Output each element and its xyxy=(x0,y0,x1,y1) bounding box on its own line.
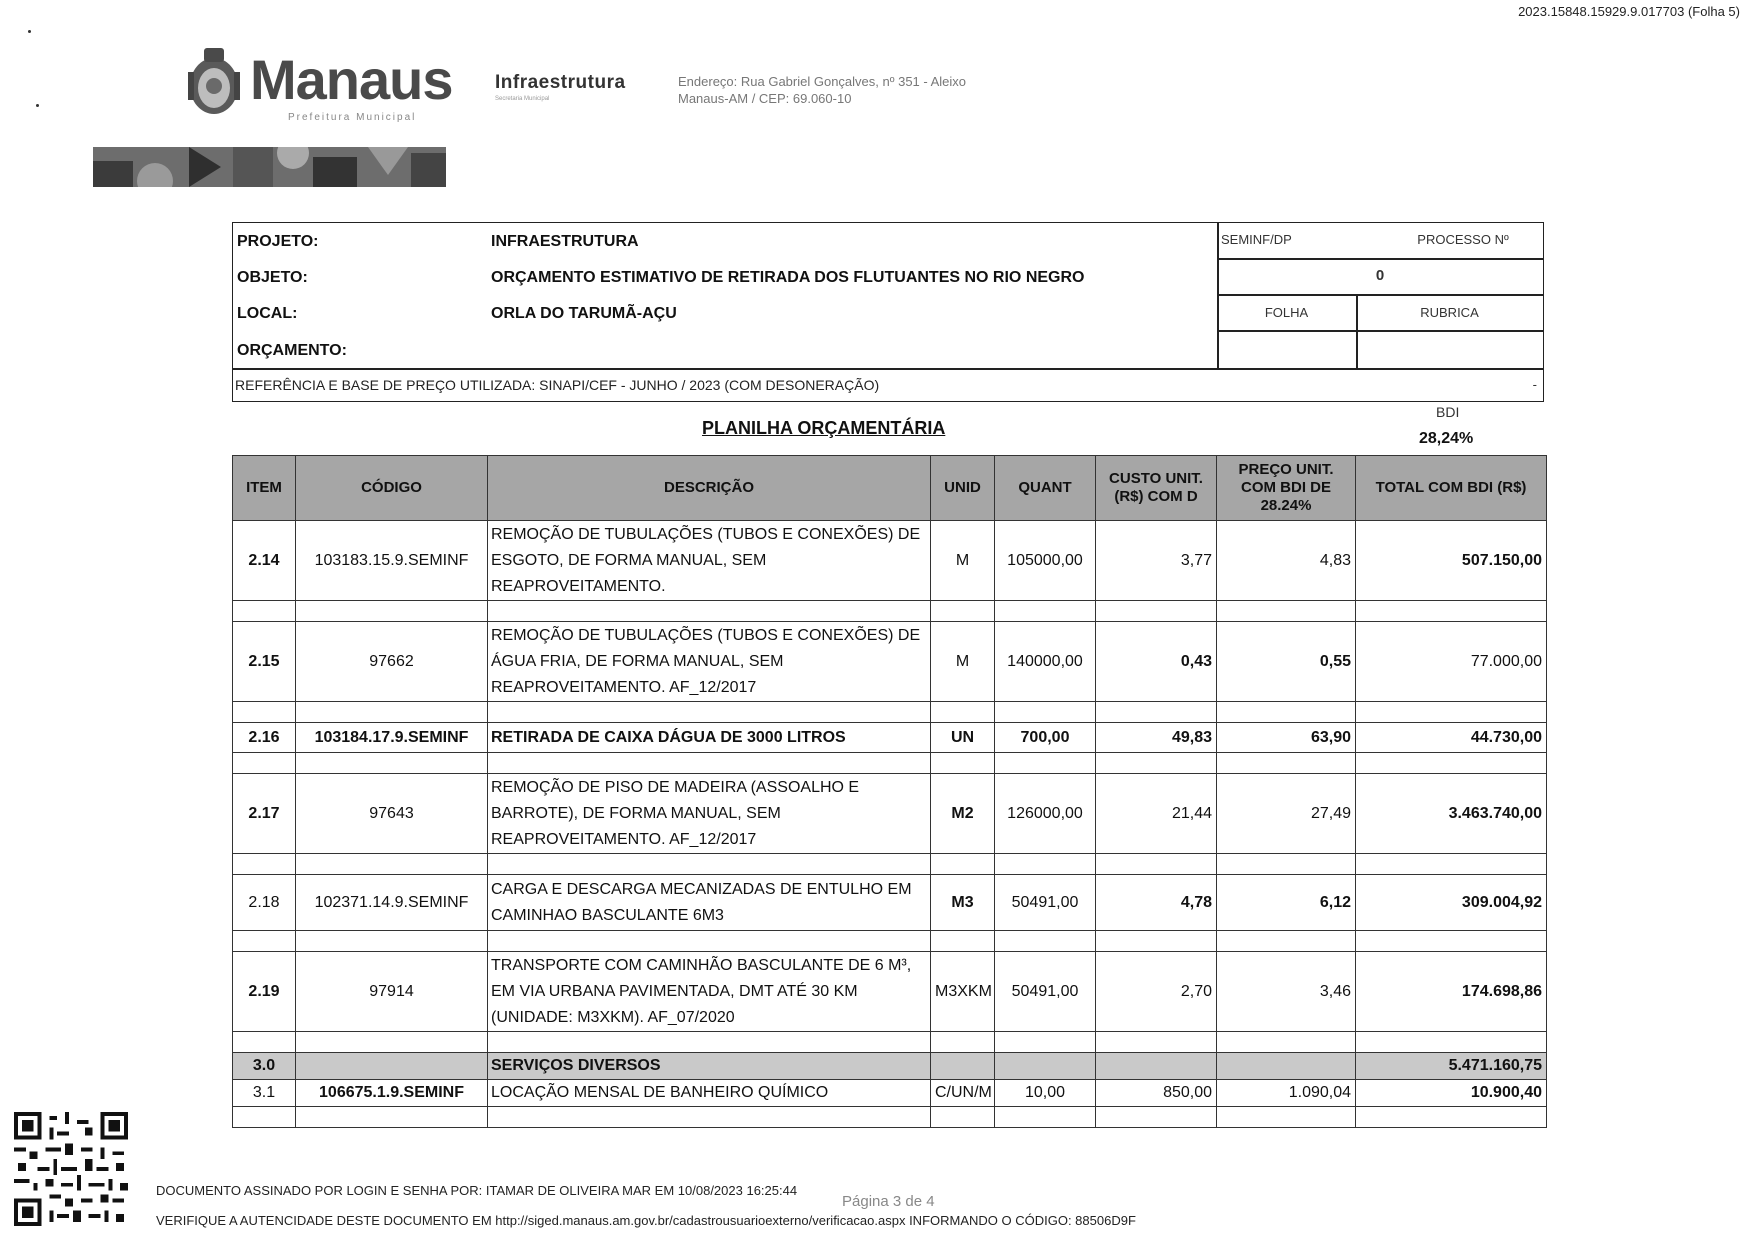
divider xyxy=(1217,258,1543,260)
table-row xyxy=(233,1080,1547,1107)
cell-preco xyxy=(1217,1053,1356,1080)
cell-unid: C/UN/M xyxy=(931,1080,995,1107)
cell-descricao: REMOÇÃO DE PISO DE MADEIRA (ASSOALHO E BARROTE), DE FORMA MANUAL, SEM REAPROVEITAMENTO. AF_12/2017 xyxy=(488,774,931,854)
col-header-descricao: DESCRIÇÃO xyxy=(488,456,931,521)
cell-quant: 10,00 xyxy=(995,1080,1096,1107)
spacer-row xyxy=(233,753,1547,774)
cell-unid: M2 xyxy=(931,774,995,854)
scan-dot xyxy=(36,104,39,107)
col-header-codigo: CÓDIGO xyxy=(296,456,488,521)
cell-custo: 0,43 xyxy=(1096,622,1217,702)
cell-codigo xyxy=(296,1053,488,1080)
cell-item: 2.15 xyxy=(233,622,296,702)
cell-codigo: 102371.14.9.SEMINF xyxy=(296,875,488,931)
project-header-box xyxy=(232,222,1544,402)
cell-descricao: CARGA E DESCARGA MECANIZADAS DE ENTULHO EM CAMINHAO BASCULANTE 6M3 xyxy=(488,875,931,931)
cell-quant xyxy=(995,1053,1096,1080)
divider xyxy=(1217,294,1543,296)
table-row xyxy=(233,521,1547,601)
cell-quant: 140000,00 xyxy=(995,622,1096,702)
logo-subtitle: Prefeitura Municipal xyxy=(288,112,417,123)
document-stamp: 2023.15848.15929.9.017703 (Folha 5) xyxy=(1518,4,1740,19)
scan-dot xyxy=(28,30,31,33)
divider xyxy=(233,368,1543,370)
cell-quant: 50491,00 xyxy=(995,875,1096,931)
orcamento-label: ORÇAMENTO: xyxy=(237,342,347,359)
cell-quant: 50491,00 xyxy=(995,952,1096,1032)
cell-item: 3.0 xyxy=(233,1053,296,1080)
objeto-label: OBJETO: xyxy=(237,269,308,286)
signature-note: DOCUMENTO ASSINADO POR LOGIN E SENHA POR: ITAMAR DE OLIVEIRA MAR EM 10/08/2023 16:25:44 xyxy=(156,1183,798,1198)
spacer-row xyxy=(233,931,1547,952)
col-header-total: TOTAL COM BDI (R$) xyxy=(1356,456,1547,521)
cell-custo: 4,78 xyxy=(1096,875,1217,931)
cell-total: 77.000,00 xyxy=(1356,622,1547,702)
cell-custo: 49,83 xyxy=(1096,723,1217,753)
qr-code-icon xyxy=(14,1112,128,1226)
cell-total: 5.471.160,75 xyxy=(1356,1053,1547,1080)
cell-codigo: 97914 xyxy=(296,952,488,1032)
col-header-preco: PREÇO UNIT. COM BDI DE 28.24% xyxy=(1217,456,1356,521)
cell-preco: 6,12 xyxy=(1217,875,1356,931)
cell-item: 3.1 xyxy=(233,1080,296,1107)
cell-custo: 850,00 xyxy=(1096,1080,1217,1107)
department-subtitle: Secretaria Municipal xyxy=(495,96,550,102)
cell-item: 2.14 xyxy=(233,521,296,601)
cell-descricao: REMOÇÃO DE TUBULAÇÕES (TUBOS E CONEXÕES) DE ÁGUA FRIA, DE FORMA MANUAL, SEM REAPROVEITAMENTO. AF_12/2017 xyxy=(488,622,931,702)
folha-label: FOLHA xyxy=(1264,305,1309,320)
table-row xyxy=(233,952,1547,1032)
cell-unid: M xyxy=(931,521,995,601)
manaus-crest-icon xyxy=(180,42,248,120)
cell-quant: 126000,00 xyxy=(995,774,1096,854)
cell-item: 2.18 xyxy=(233,875,296,931)
seminf-label: SEMINF/DP xyxy=(1221,232,1292,247)
cell-custo: 21,44 xyxy=(1096,774,1217,854)
cell-quant: 700,00 xyxy=(995,723,1096,753)
spacer-row xyxy=(233,854,1547,875)
table-row xyxy=(233,723,1547,753)
cell-unid: M xyxy=(931,622,995,702)
bdi-value: 28,24% xyxy=(1419,430,1474,447)
cell-quant: 105000,00 xyxy=(995,521,1096,601)
local-label: LOCAL: xyxy=(237,305,298,322)
cell-custo xyxy=(1096,1053,1217,1080)
cell-codigo: 97662 xyxy=(296,622,488,702)
cell-custo: 2,70 xyxy=(1096,952,1217,1032)
projeto-label: PROJETO: xyxy=(237,233,319,250)
budget-table xyxy=(232,455,1547,1128)
bdi-label: BDI xyxy=(1436,404,1460,420)
department-name: Infraestrutura xyxy=(495,72,626,93)
local-value: ORLA DO TARUMÃ-AÇU xyxy=(491,305,677,322)
col-header-item: ITEM xyxy=(233,456,296,521)
cell-preco: 63,90 xyxy=(1217,723,1356,753)
cell-total: 44.730,00 xyxy=(1356,723,1547,753)
cell-descricao: LOCAÇÃO MENSAL DE BANHEIRO QUÍMICO xyxy=(488,1080,931,1107)
sheet-title: PLANILHA ORÇAMENTÁRIA xyxy=(702,418,946,438)
cell-total: 507.150,00 xyxy=(1356,521,1547,601)
divider xyxy=(1217,330,1543,332)
decorative-pattern-icon xyxy=(93,147,446,187)
spacer-row xyxy=(233,1107,1547,1128)
cell-descricao: RETIRADA DE CAIXA DÁGUA DE 3000 LITROS xyxy=(488,723,931,753)
cell-preco: 4,83 xyxy=(1217,521,1356,601)
col-header-unid: UNID xyxy=(931,456,995,521)
cell-custo: 3,77 xyxy=(1096,521,1217,601)
reference-dash: - xyxy=(1532,377,1537,392)
cell-codigo: 103184.17.9.SEMINF xyxy=(296,723,488,753)
cell-item: 2.17 xyxy=(233,774,296,854)
reference-text: REFERÊNCIA E BASE DE PREÇO UTILIZADA: SINAPI/CEF - JUNHO / 2023 (COM DESONERAÇÃO) xyxy=(235,377,880,393)
spacer-row xyxy=(233,702,1547,723)
table-row xyxy=(233,774,1547,854)
cell-unid: UN xyxy=(931,723,995,753)
cell-preco: 1.090,04 xyxy=(1217,1080,1356,1107)
cell-item: 2.16 xyxy=(233,723,296,753)
col-header-quant: QUANT xyxy=(995,456,1096,521)
page-number: Página 3 de 4 xyxy=(842,1193,935,1210)
table-row xyxy=(233,875,1547,931)
cell-total: 174.698,86 xyxy=(1356,952,1547,1032)
cell-descricao: REMOÇÃO DE TUBULAÇÕES (TUBOS E CONEXÕES) DE ESGOTO, DE FORMA MANUAL, SEM REAPROVEITAMENTO. xyxy=(488,521,931,601)
projeto-value: INFRAESTRUTURA xyxy=(491,233,639,250)
address-line-2: Manaus-AM / CEP: 69.060-10 xyxy=(678,91,852,106)
cell-preco: 27,49 xyxy=(1217,774,1356,854)
table-row xyxy=(233,622,1547,702)
cell-codigo: 103183.15.9.SEMINF xyxy=(296,521,488,601)
rubrica-label: RUBRICA xyxy=(1420,305,1479,320)
cell-descricao: SERVIÇOS DIVERSOS xyxy=(488,1053,931,1080)
cell-codigo: 97643 xyxy=(296,774,488,854)
cell-total: 10.900,40 xyxy=(1356,1080,1547,1107)
cell-total: 309.004,92 xyxy=(1356,875,1547,931)
section-row xyxy=(233,1053,1547,1080)
cell-descricao: TRANSPORTE COM CAMINHÃO BASCULANTE DE 6 M³, EM VIA URBANA PAVIMENTADA, DMT ATÉ 30 KM (UNIDADE: M3XKM). AF_07/2020 xyxy=(488,952,931,1032)
cell-unid: M3 xyxy=(931,875,995,931)
processo-value: 0 xyxy=(1375,267,1385,284)
divider xyxy=(1217,223,1219,368)
objeto-value: ORÇAMENTO ESTIMATIVO DE RETIRADA DOS FLUTUANTES NO RIO NEGRO xyxy=(491,269,1085,286)
address-line-1: Endereço: Rua Gabriel Gonçalves, nº 351 - Aleixo xyxy=(678,74,967,89)
spacer-row xyxy=(233,601,1547,622)
spacer-row xyxy=(233,1032,1547,1053)
cell-item: 2.19 xyxy=(233,952,296,1032)
cell-total: 3.463.740,00 xyxy=(1356,774,1547,854)
processo-label: PROCESSO Nº xyxy=(1417,232,1509,247)
logo-wordmark: Manaus xyxy=(250,48,453,111)
cell-preco: 0,55 xyxy=(1217,622,1356,702)
col-header-custo: CUSTO UNIT. (R$) COM D xyxy=(1096,456,1217,521)
table-header-row xyxy=(233,456,1547,521)
cell-unid: M3XKM xyxy=(931,952,995,1032)
cell-codigo: 106675.1.9.SEMINF xyxy=(296,1080,488,1107)
address xyxy=(678,73,966,107)
cell-unid xyxy=(931,1053,995,1080)
verification-note: VERIFIQUE A AUTENCIDADE DESTE DOCUMENTO EM http://siged.manaus.am.gov.br/cadastrousuarioexterno/verificacao.aspx INFORMANDO O CÓDIGO: 88506D9F xyxy=(156,1213,1136,1228)
cell-preco: 3,46 xyxy=(1217,952,1356,1032)
